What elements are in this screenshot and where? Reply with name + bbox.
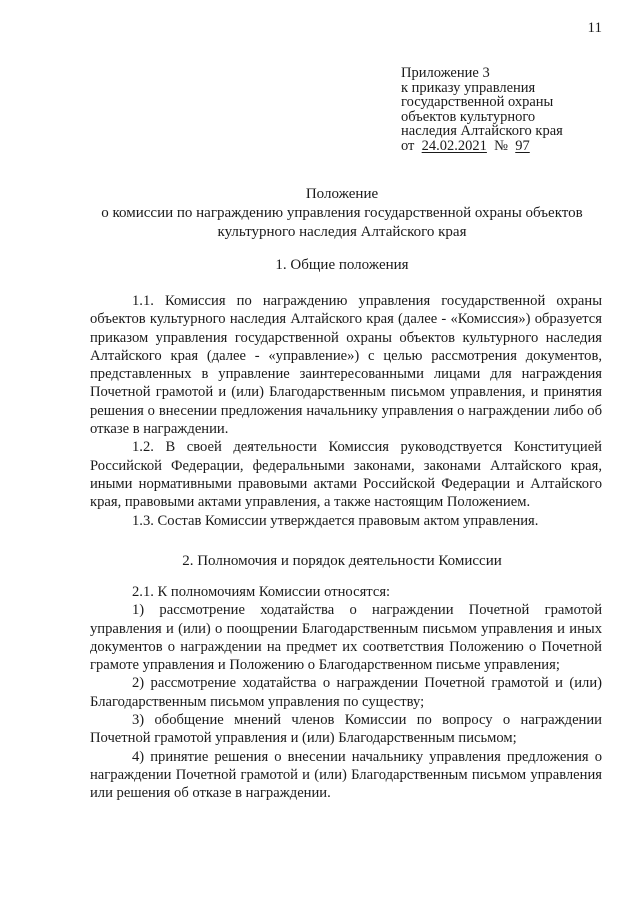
section-body (90, 583, 602, 803)
appendix-line: объектов культурного (401, 108, 536, 125)
appendix-line: государственной охраны (401, 94, 554, 110)
list-item: 2) рассмотрение ходатайства о награждении Почетной грамотой и (или) Благодарственным письмом управления по существу; (90, 675, 602, 710)
date-prefix: от (401, 137, 415, 154)
appendix-date-line (401, 139, 616, 154)
appendix-header (401, 66, 616, 153)
paragraph: 1.2. В своей деятельности Комиссия руководствуется Конституцией Российской Федерации, федеральными законами, законами Алтайского края, иными нормативными правовыми актами Российской Федерации и Алтайского края, правовыми актами управления, а также настоящим Положением. (90, 439, 602, 511)
section-body (90, 292, 602, 530)
section-heading: 2. Полномочия и порядок деятельности Комиссии (182, 553, 502, 569)
section-heading: 1. Общие положения (275, 257, 409, 273)
paragraph: 2.1. К полномочиям Комиссии относятся: (132, 584, 391, 600)
paragraph: 1.1. Комиссия по награждению управления государственной охраны объектов культурного наследия Алтайского края (далее - «Комиссия») образуется приказом управления государственной охраны объектов культурного наследия Алтайского края (далее - «управление») с целью рассмотрения документов, представленных в управление заинтересованными лицами для награждения Почетной грамотой и (или) Благодарственным письмом управления, и принятия решения о внесении предложения начальнику управления о награждении либо об отказе в награждении. (90, 293, 602, 438)
title-line: о комиссии по награждению управления государственной охраны объектов (101, 205, 583, 221)
title-line: культурного наследия Алтайского края (217, 224, 467, 240)
title-line: Положение (305, 186, 379, 202)
paragraph: 1.3. Состав Комиссии утверждается правовым актом управления. (132, 512, 539, 529)
list-item: 1) рассмотрение ходатайства о награждении Почетной грамотой управления и (или) о поощрении Благодарственным письмом управления и иных документов о награждении на предмет их соответствия Положению о Почетной грамоте управления и Положению о Благодарственном письме управления; (90, 602, 602, 674)
page-number: 11 (587, 20, 602, 36)
appendix-line: Приложение 3 (401, 65, 490, 81)
appendix-line: к приказу управления (401, 79, 536, 96)
order-date: 24.02.2021 (421, 137, 487, 154)
appendix-line: наследия Алтайского края (401, 123, 563, 139)
list-item: 4) принятие решения о внесении начальнику управления предложения о награждении Почетной грамотой и (или) Благодарственным письмом управления или решения об отказе в награждении. (90, 748, 602, 802)
order-number: 97 (515, 137, 530, 154)
list-item: 3) обобщение мнений членов Комиссии по вопросу о награждении Почетной грамотой управления и (или) Благодарственным письмом; (90, 712, 602, 747)
number-sign: № (494, 137, 508, 154)
document-title (88, 185, 596, 242)
